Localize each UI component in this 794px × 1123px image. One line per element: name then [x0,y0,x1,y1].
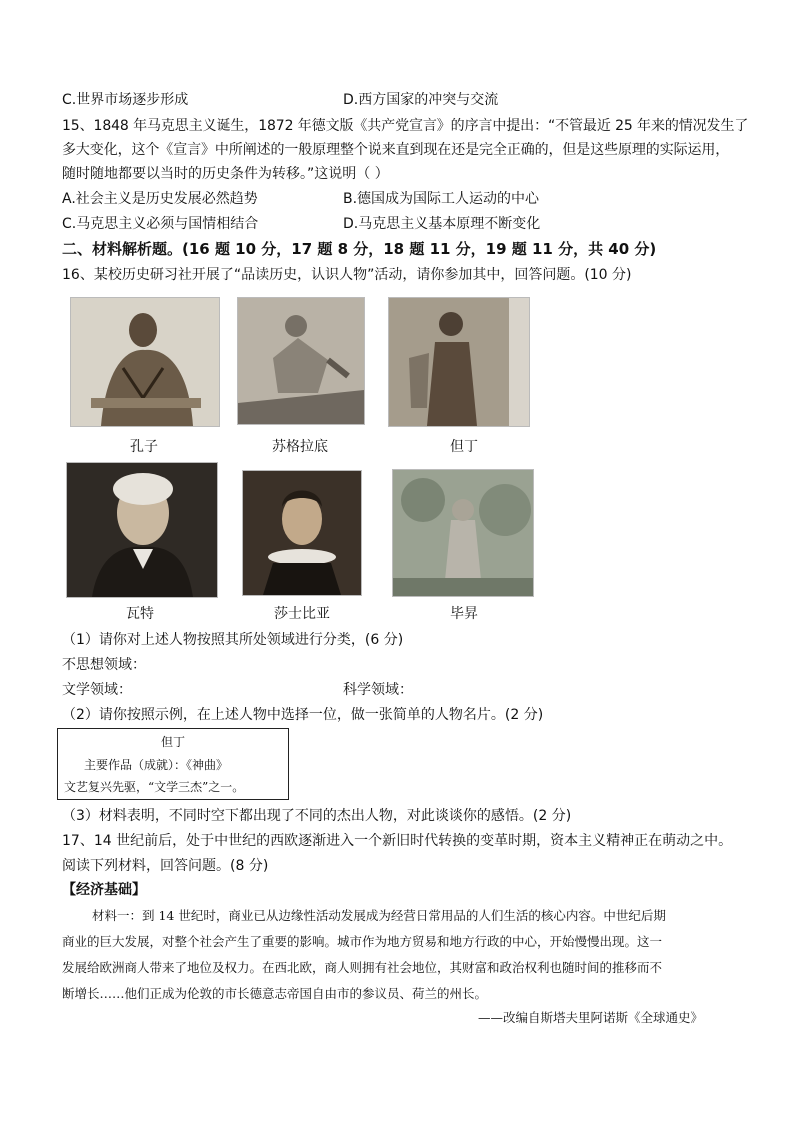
portrait-shakespeare-image [242,470,362,596]
q16-field-thought: 不思想领域： [62,657,146,673]
q15-stem-line2: 多大变化，这个《宣言》中所阐述的一般原理整个说来直到现在还是完全正确的，但是这些原理的实际运用， [62,142,730,158]
card-works: 主要作品（成就）：《神曲》 [84,758,229,772]
portrait-caption-dante: 但丁 [450,439,478,455]
q15-stem-line1: 15、1848 年马克思主义诞生，1872 年德文版《共产党宣言》的序言中提出：“不管最近 25 年来的情况发生了 [62,118,749,134]
portrait-watt-image [66,462,218,598]
section2-title: 二、材料解析题。(16 题 10 分，17 题 8 分，18 题 11 分，19 题 11 分，共 40 分) [62,240,657,258]
example-name-card [57,728,289,800]
q17-stem-line1: 17、14 世纪前后，处于中世纪的西欧逐渐进入一个新旧时代转换的变革时期，资本主义精神正在萌动之中。 [62,833,733,849]
portrait-caption-socrates: 苏格拉底 [272,439,328,455]
q17-material-line1: 材料一：到 14 世纪时，商业已从边缘性活动发展成为经营日常用品的人们生活的核心内容。中世纪后期 [92,908,666,923]
q17-heading: 【经济基础】 [62,882,146,898]
portrait-caption-confucius: 孔子 [130,439,158,455]
card-note: 文艺复兴先驱，“文学三杰”之一。 [64,780,245,794]
q17-material-line2: 商业的巨大发展，对整个社会产生了重要的影响。城市作为地方贸易和地方行政的中心，开始慢慢出现。这一 [62,934,663,949]
portrait-dante-image [388,297,530,427]
option-c-previous: C.世界市场逐步形成 [62,92,189,108]
q17-stem-line2: 阅读下列材料，回答问题。(8 分) [62,858,269,874]
portrait-caption-bi-sheng: 毕昇 [450,606,478,622]
portrait-caption-shakespeare: 莎士比亚 [274,606,330,622]
q17-material-line3: 发展给欧洲商人带来了地位及权力。在西北欧，商人则拥有社会地位，其财富和政治权利也随时间的推移而不 [62,960,663,975]
portrait-bi-sheng-image [392,469,534,597]
q15-option-d: D.马克思主义基本原理不断变化 [343,216,541,232]
portrait-socrates-image [237,297,365,425]
q15-option-a: A.社会主义是历史发展必然趋势 [62,191,258,207]
q15-option-c: C.马克思主义必须与国情相结合 [62,216,259,232]
q16-field-science: 科学领域： [343,682,413,698]
portrait-caption-watt: 瓦特 [126,606,154,622]
option-d-previous: D.西方国家的冲突与交流 [343,92,499,108]
q16-field-literature: 文学领域： [62,682,132,698]
q16-intro: 16、某校历史研习社开展了“品读历史，认识人物”活动，请你参加其中，回答问题。(10 分) [62,267,632,283]
q17-material-line4: 断增长……他们正成为伦敦的市长德意志帝国自由市的参议员、荷兰的州长。 [62,986,488,1001]
card-name: 但丁 [161,735,186,749]
q16-sub1: （1）请你对上述人物按照其所处领域进行分类，(6 分) [62,632,404,648]
q17-source: ——改编自斯塔夫里阿诺斯《全球通史》 [478,1010,704,1025]
q15-option-b: B.德国成为国际工人运动的中心 [343,191,540,207]
q16-sub3: （3）材料表明，不同时空下都出现了不同的杰出人物，对此谈谈你的感悟。(2 分) [62,808,572,824]
q15-stem-line3: 随时随地都要以当时的历史条件为转移。”这说明（ ） [62,166,389,182]
q16-sub2: （2）请你按照示例，在上述人物中选择一位，做一张简单的人物名片。(2 分) [62,707,544,723]
portrait-confucius-image [70,297,220,427]
